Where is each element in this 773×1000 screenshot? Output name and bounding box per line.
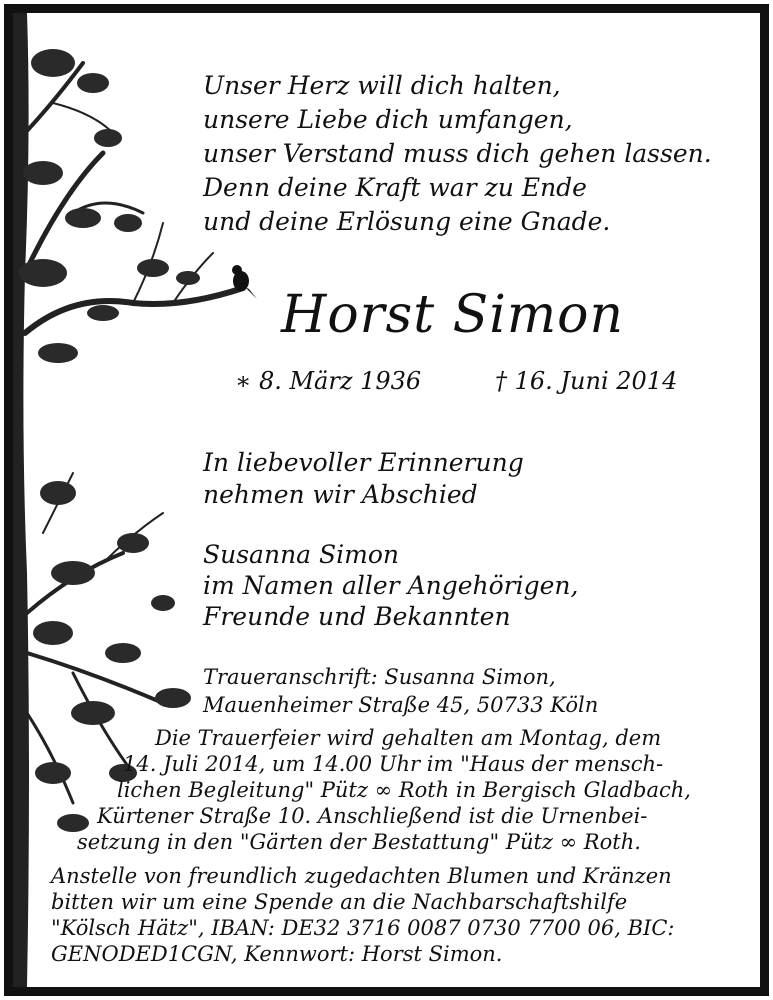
ceremony-line: setzung in den "Gärten der Bestattung" Pütz ∞ Roth.: [77, 830, 641, 854]
address-line: Mauenheimer Straße 45, 50733 Köln: [203, 693, 599, 717]
donation-line: bitten wir um eine Spende an die Nachbarschaftshilfe: [51, 890, 628, 914]
ceremony-line: Die Trauerfeier wird gehalten am Montag, dem: [155, 726, 662, 750]
ceremony-line: 14. Juli 2014, um 14.00 Uhr im "Haus der mensch-: [123, 752, 664, 776]
remembrance-line: In liebevoller Erinnerung: [203, 448, 524, 477]
poem-line: unsere Liebe dich umfangen,: [203, 105, 573, 134]
remembrance-line: nehmen wir Abschied: [203, 480, 478, 509]
poem-line: Denn deine Kraft war zu Ende: [203, 173, 587, 202]
poem-line: unser Verstand muss dich gehen lassen.: [203, 139, 712, 168]
ceremony-line: lichen Begleitung" Pütz ∞ Roth in Bergisch Gladbach,: [117, 778, 691, 802]
family-line: im Namen aller Angehörigen,: [203, 571, 579, 600]
remembrance-text: [203, 447, 524, 511]
obituary-frame: [4, 4, 769, 996]
deceased-name: Horst Simon: [281, 285, 624, 345]
poem-line: und deine Erlösung eine Gnade.: [203, 207, 611, 236]
memorial-poem: [203, 69, 712, 239]
death-date: † 16. Juni 2014: [495, 367, 678, 395]
address-line: Traueranschrift: Susanna Simon,: [203, 665, 556, 689]
ceremony-line: Kürtener Straße 10. Anschließend ist die Urnenbei-: [97, 804, 648, 828]
family-line: Freunde und Bekannten: [203, 602, 511, 631]
bird-icon: [232, 265, 257, 299]
donation-line: GENODED1CGN, Kennwort: Horst Simon.: [51, 942, 503, 966]
donation-line: Anstelle von freundlich zugedachten Blumen und Kränzen: [51, 864, 672, 888]
family-line: Susanna Simon: [203, 540, 399, 569]
family-signature: [203, 539, 578, 632]
mourning-address: [203, 663, 598, 719]
donation-line: "Kölsch Hätz", IBAN: DE32 3716 0087 0730 7700 06, BIC:: [51, 916, 675, 940]
poem-line: Unser Herz will dich halten,: [203, 71, 561, 100]
birth-date: ∗ 8. März 1936: [235, 367, 422, 395]
